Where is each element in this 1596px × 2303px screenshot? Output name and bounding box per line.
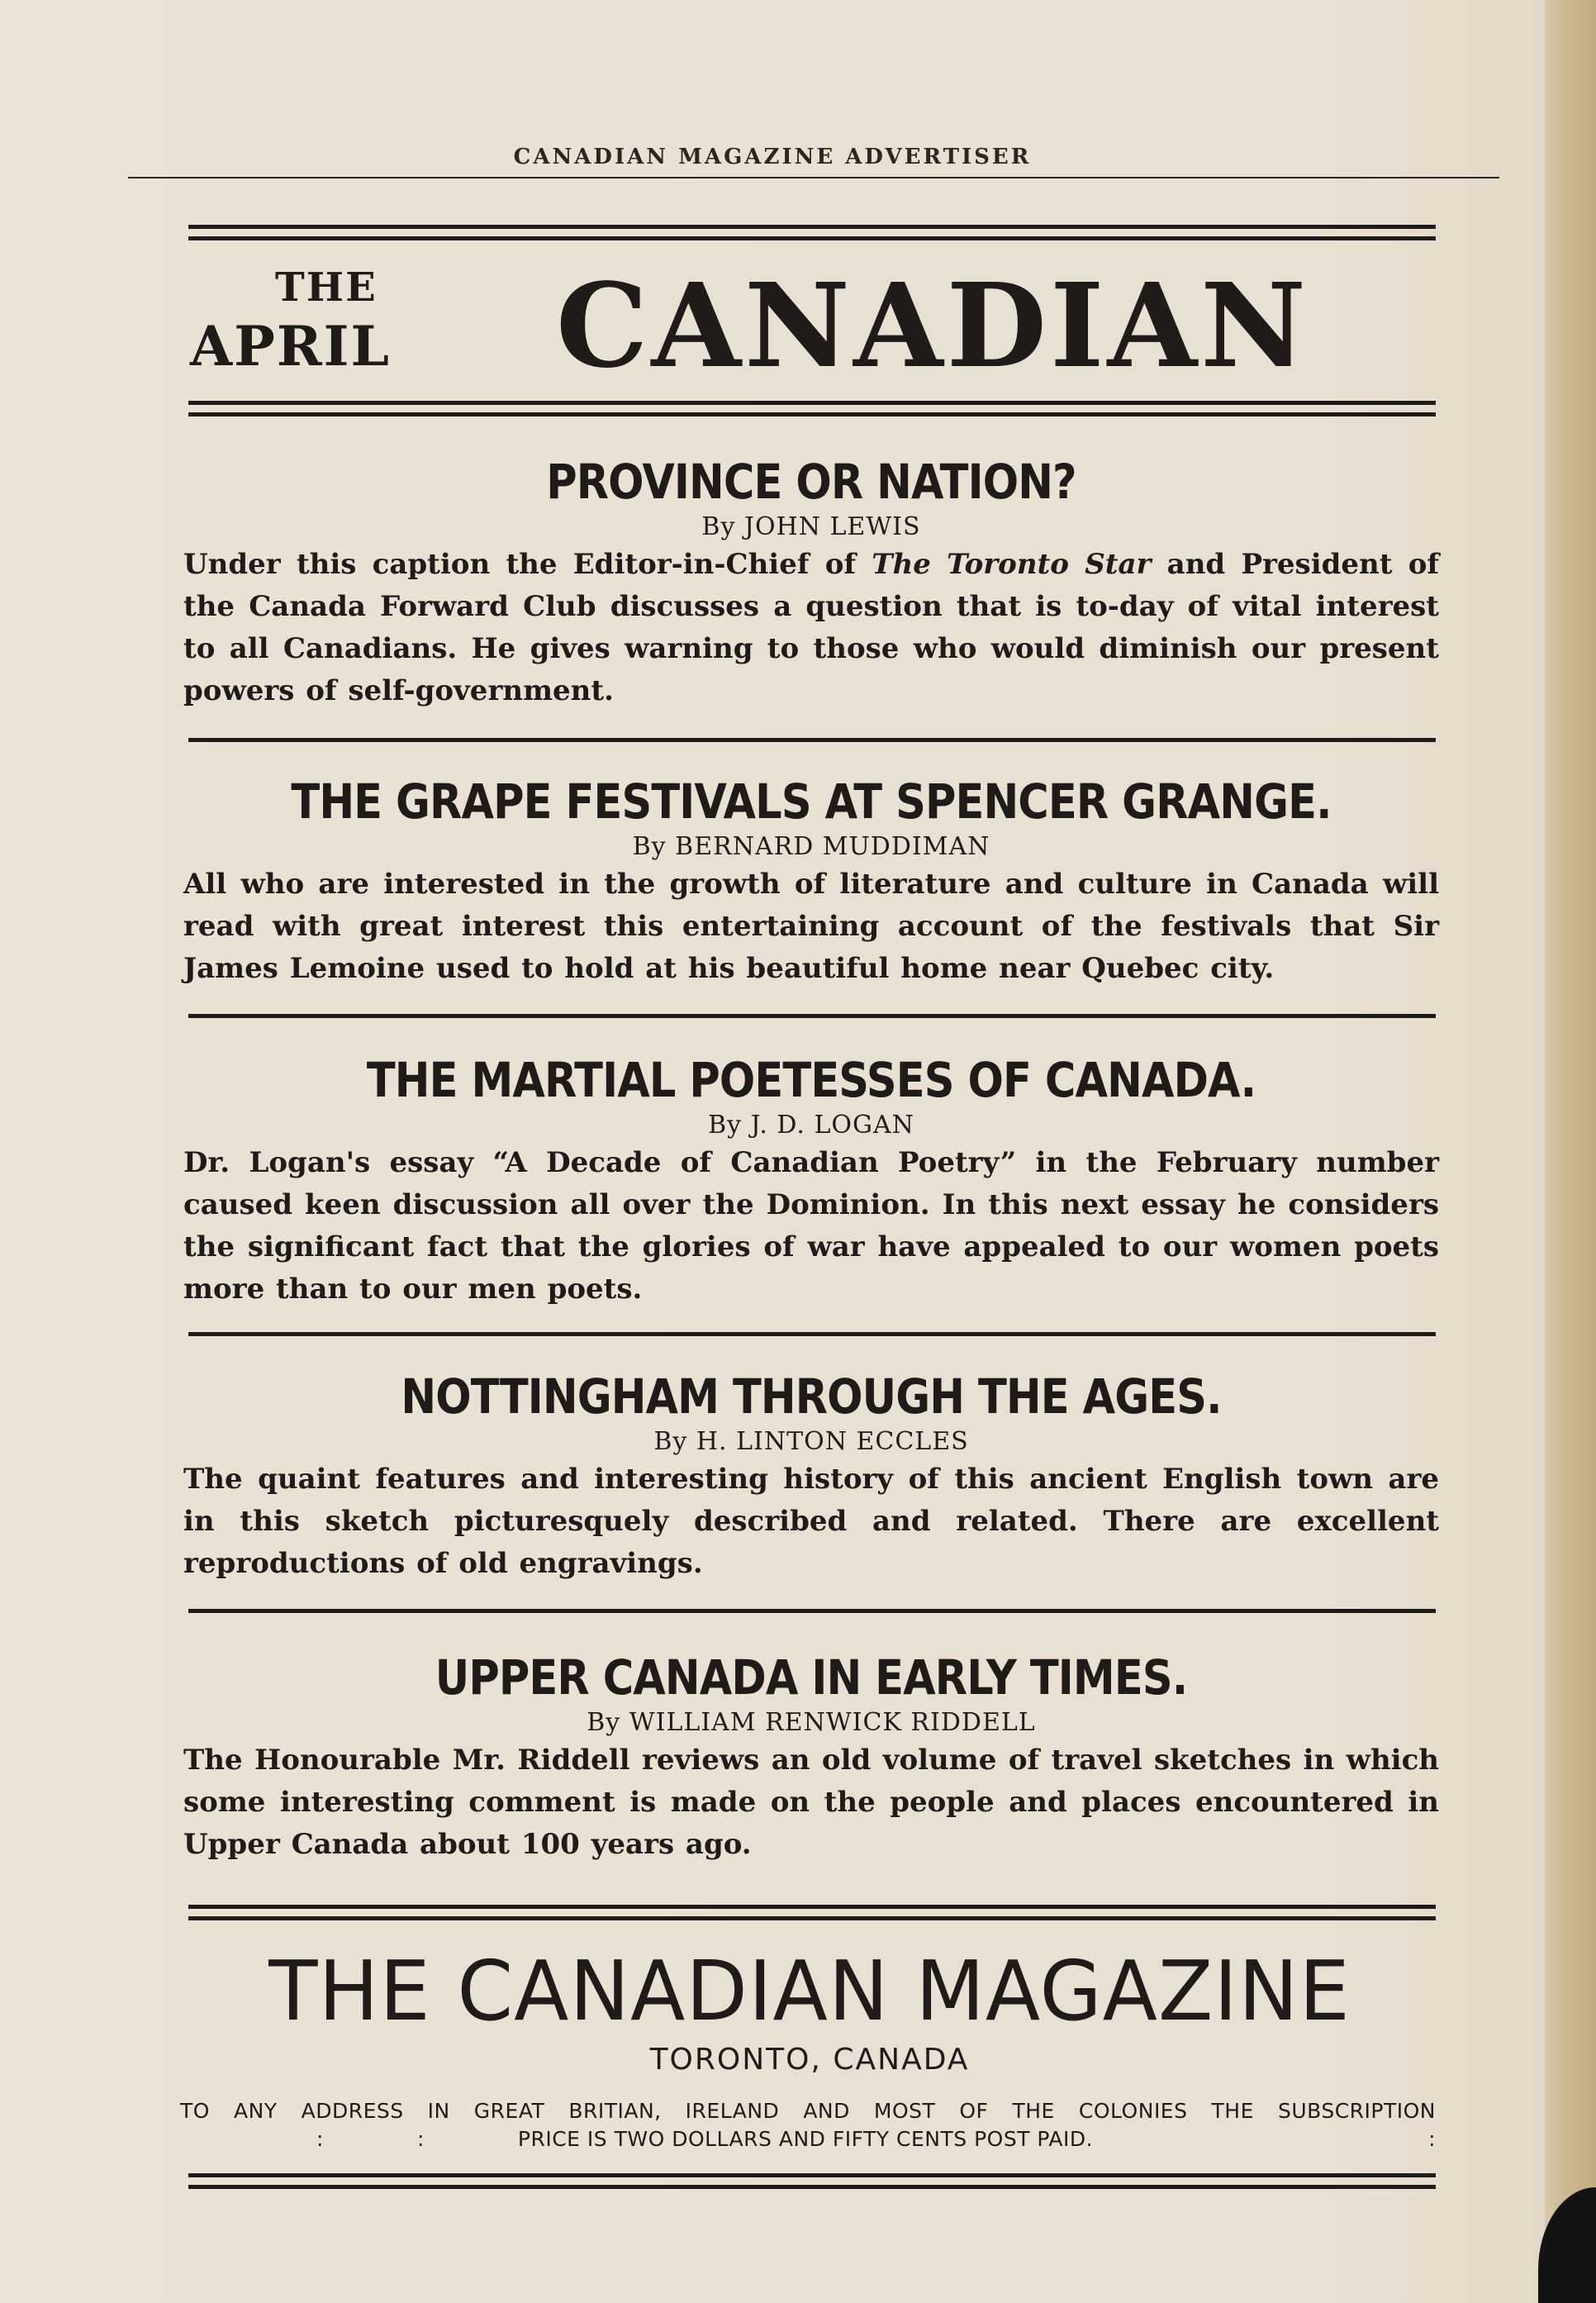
article-title: THE GRAPE FESTIVALS AT SPENCER GRANGE. xyxy=(291,773,1332,830)
article-nottingham xyxy=(183,1368,1439,1585)
article-author: By BERNARD MUDDIMAN xyxy=(632,832,990,861)
article-author: By JOHN LEWIS xyxy=(701,512,921,541)
article-body-publication: The Toronto Star xyxy=(872,548,1152,581)
masthead xyxy=(188,248,1436,394)
article-title: UPPER CANADA IN EARLY TIMES. xyxy=(435,1649,1188,1706)
running-head: CANADIAN MAGAZINE ADVERTISER xyxy=(513,145,1032,169)
article-body xyxy=(183,544,1439,712)
article-author: By WILLIAM RENWICK RIDDELL xyxy=(587,1708,1036,1737)
article-divider xyxy=(188,1609,1436,1613)
article-upper-canada xyxy=(183,1649,1439,1866)
footer-bottom-rule xyxy=(188,2173,1436,2189)
article-author: By J. D. LOGAN xyxy=(708,1111,914,1140)
subscription-note-line1: TO ANY ADDRESS IN GREAT BRITIAN, IRELAND AND MOST OF THE COLONIES THE SUBSCRIPTION xyxy=(180,2099,1436,2123)
subscription-note-colon: : xyxy=(1428,2127,1436,2151)
article-body: All who are interested in the growth of literature and culture in Canada will read with great interest this entertaining account of the festivals that Sir James Lemoine used to hold at his beautiful home near Quebec city. xyxy=(183,868,1439,985)
article-body: The quaint features and interesting history of this ancient English town are in this sketch picturesquely described and related. There are excellent reproductions of old engravings. xyxy=(183,1463,1439,1580)
subscription-note-colon: : xyxy=(316,2127,324,2151)
footer-location: TORONTO, CANADA xyxy=(649,2043,970,2077)
article-author: By H. LINTON ECCLES xyxy=(653,1427,969,1456)
article-martial-poetesses xyxy=(183,1051,1439,1311)
article-title: PROVINCE OR NATION? xyxy=(546,454,1076,510)
masthead-top-rule xyxy=(188,225,1436,240)
article-province-or-nation xyxy=(183,453,1439,712)
article-body-text: Under this caption the Editor-in-Chief of xyxy=(183,548,872,581)
subscription-note-spacer xyxy=(1186,2125,1335,2153)
subscription-note-line2 xyxy=(180,2125,1436,2153)
running-head-rule xyxy=(128,177,1499,178)
article-title: THE MARTIAL POETESSES OF CANADA. xyxy=(366,1052,1256,1108)
subscription-note-price: PRICE IS TWO DOLLARS AND FIFTY CENTS POST PAID. xyxy=(517,2127,1094,2151)
page-edge xyxy=(1545,0,1596,2303)
masthead-canadian: CANADIAN xyxy=(556,259,1310,394)
article-body-text: and President of the Canada Forward Club discusses a question that is to-day of vital interest to all Canadians. He gives warning to those who would diminish our present powers of self-government. xyxy=(183,548,1439,707)
article-title: NOTTINGHAM THROUGH THE AGES. xyxy=(401,1368,1222,1425)
subscription-note-colon: : xyxy=(416,2127,425,2151)
article-body: Dr. Logan's essay “A Decade of Canadian Poetry” in the February number caused keen discussion all over the Dominion. In this next essay he considers the significant fact that the glories of war have appealed to our women poets more than to our men poets. xyxy=(183,1146,1439,1306)
article-divider xyxy=(188,1332,1436,1336)
article-divider xyxy=(188,738,1436,742)
page-corner-shadow xyxy=(1538,2187,1596,2303)
masthead-bottom-rule xyxy=(188,401,1436,416)
masthead-the: THE xyxy=(275,264,378,311)
footer-magazine-title: THE CANADIAN MAGAZINE xyxy=(268,1943,1351,2039)
article-body: The Honourable Mr. Riddell reviews an old volume of travel sketches in which some interesting comment is made on the people and places encountered in Upper Canada about 100 years ago. xyxy=(183,1744,1439,1861)
article-grape-festivals xyxy=(183,773,1439,990)
article-divider xyxy=(188,1014,1436,1018)
masthead-april: APRIL xyxy=(190,314,391,378)
footer-top-rule xyxy=(188,1905,1436,1920)
subscription-note xyxy=(180,2097,1436,2153)
